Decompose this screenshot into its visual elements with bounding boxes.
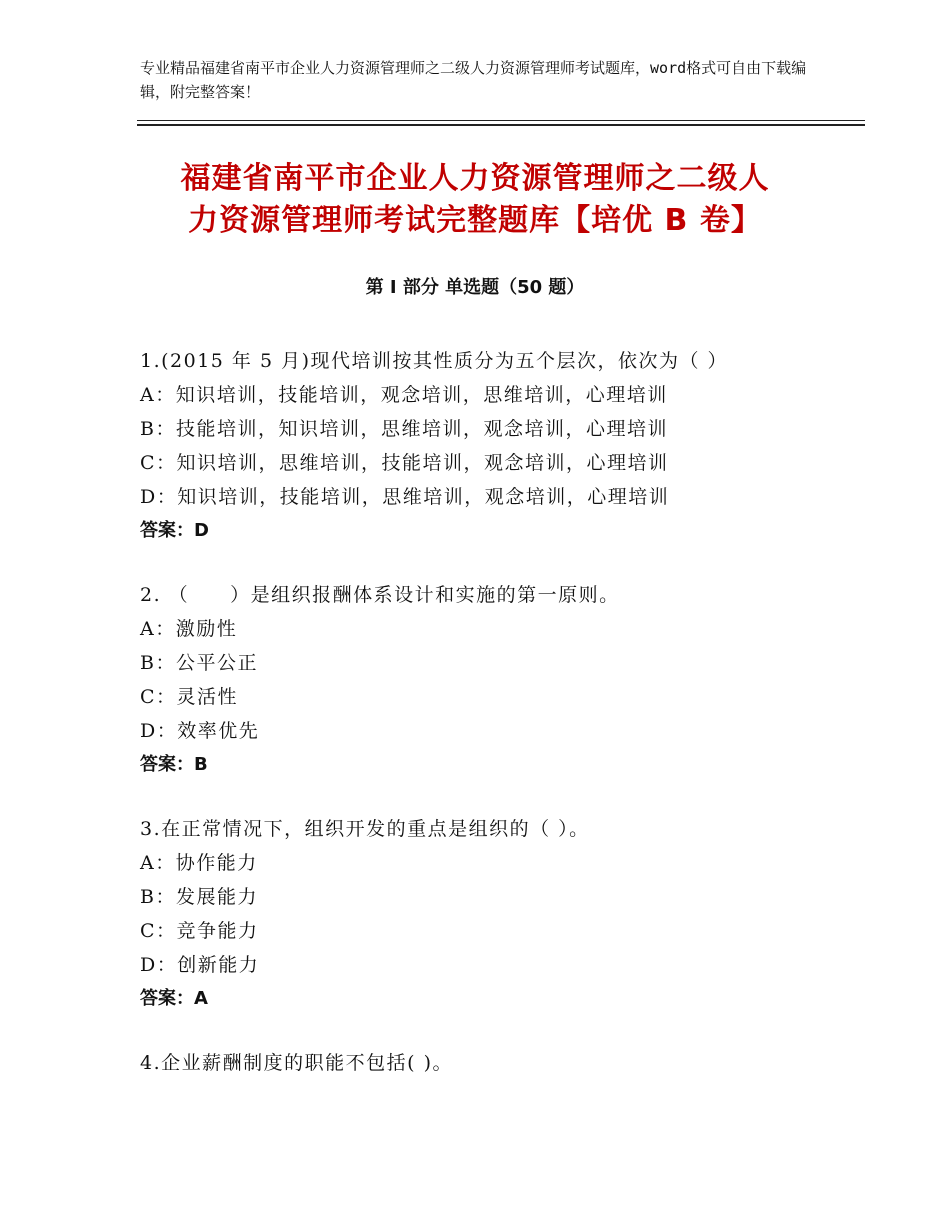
answer-line: 答案：D [140, 520, 209, 541]
option-a: A：激励性 [140, 618, 238, 640]
question-4 [140, 1046, 840, 1080]
question-2 [140, 578, 840, 782]
question-1 [140, 344, 840, 548]
option-d: D：知识培训，技能培训，思维培训，观念培训，心理培训 [140, 486, 670, 508]
header-rule-thick [137, 124, 865, 126]
option-b: B：公平公正 [140, 652, 258, 674]
question-stem: 4.企业薪酬制度的职能不包括( )。 [140, 1052, 453, 1074]
option-c: C：知识培训，思维培训，技能培训，观念培训，心理培训 [140, 452, 669, 474]
option-b: B：技能培训，知识培训，思维培训，观念培训，心理培训 [140, 418, 668, 440]
option-d: D：效率优先 [140, 720, 260, 742]
question-list [140, 344, 840, 1110]
section-heading: 第 I 部分 单选题（50 题） [365, 277, 585, 298]
option-b: B：发展能力 [140, 886, 258, 908]
title-line-2: 力资源管理师考试完整题库【培优 B 卷】 [188, 203, 762, 238]
question-stem: 1.(2015 年 5 月)现代培训按其性质分为五个层次，依次为（ ） [140, 350, 729, 372]
option-c: C：灵活性 [140, 686, 239, 708]
header-rule-thin [137, 120, 865, 121]
option-a: A：协作能力 [140, 852, 258, 874]
document-title [120, 158, 830, 242]
question-stem: 2. （ ）是组织报酬体系设计和实施的第一原则。 [140, 584, 620, 606]
answer-line: 答案：A [140, 988, 208, 1009]
title-line-1: 福建省南平市企业人力资源管理师之二级人 [180, 161, 770, 196]
question-stem: 3.在正常情况下，组织开发的重点是组织的（ ）。 [140, 818, 590, 840]
answer-line: 答案：B [140, 754, 208, 775]
question-3 [140, 812, 840, 1016]
option-a: A：知识培训，技能培训，观念培训，思维培训，心理培训 [140, 384, 668, 406]
option-d: D：创新能力 [140, 954, 260, 976]
header-note: 专业精品福建省南平市企业人力资源管理师之二级人力资源管理师考试题库，word格式可自由下载编辑，附完整答案！ [140, 59, 807, 101]
option-c: C：竞争能力 [140, 920, 259, 942]
